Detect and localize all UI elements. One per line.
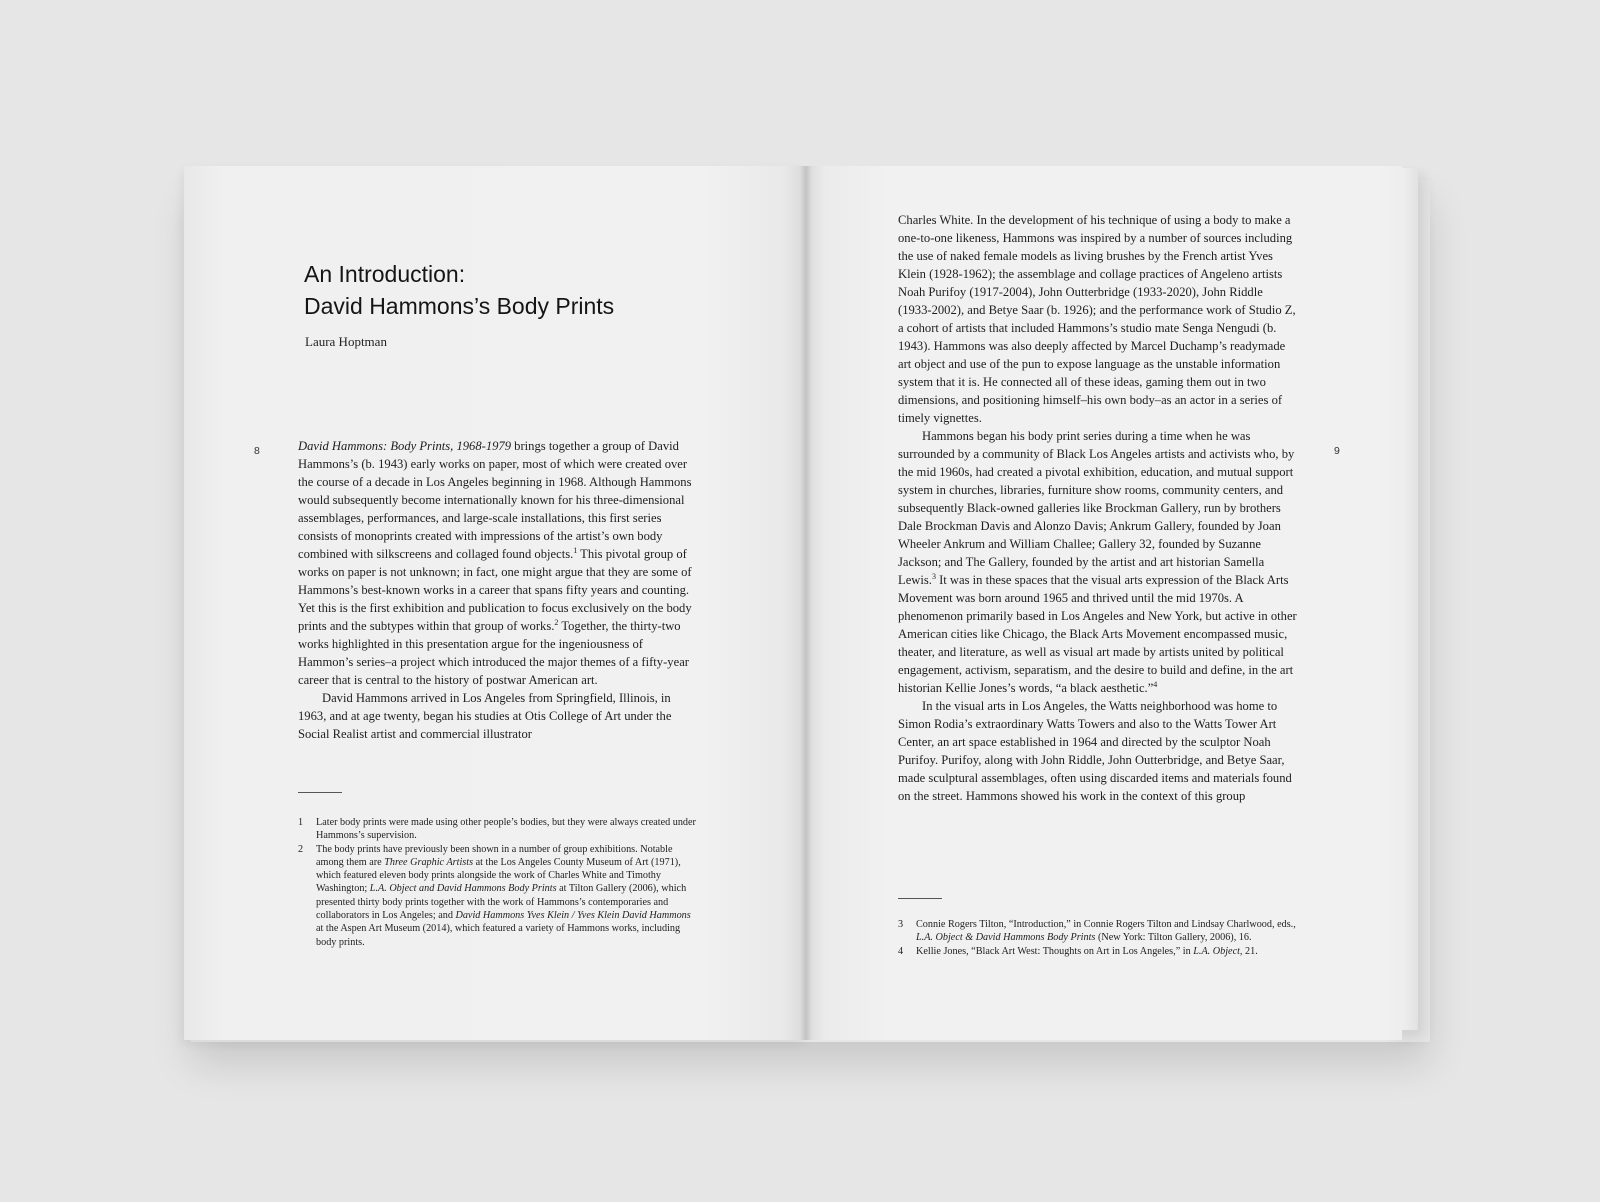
footnote-2-text-b: at the Los Angeles County Museum of Art (1971), which featured eleven body prints alongside the work of Charles White and Timothy Washington; [316, 856, 681, 895]
footnote-2-text-a: The body prints have previously been shown in a number of group exhibitions. Notable among them are [316, 843, 673, 868]
left-paragraph-2: David Hammons arrived in Los Angeles from Springfield, Illinois, in 1963, and at age twenty, began his studies at Otis College of Art under the Social Realist artist and commercial illustrator [298, 691, 672, 741]
left-paragraph-1-part-c: Together, the thirty-two works highlighted in this presentation argue for the ingeniousness of Hammon’s series–a project which introduced the major themes of a fifty-year career that is central to the history of postwar American art. [298, 619, 689, 687]
footnote-3-italic: L.A. Object & David Hammons Body Prints [916, 932, 1096, 944]
footnote-1 [298, 816, 696, 843]
chapter-title-line-2: David Hammons’s Body Prints [304, 293, 615, 319]
footnote-3-text-b: (New York: Tilton Gallery, 2006), 16. [1095, 932, 1252, 944]
footnote-2-number: 2 [298, 843, 304, 855]
chapter-title [304, 258, 614, 322]
footnote-2-italic-2: L.A. Object and David Hammons Body Prints [369, 883, 557, 895]
book-gutter [800, 166, 812, 1040]
footnote-2-text-c: at Tilton Gallery (2006), which presented thirty body prints together with the work of Hammons’s contemporaries and collaborators in Los Angeles; and [316, 883, 687, 922]
footnote-3-text-a: Connie Rogers Tilton, “Introduction,” in Connie Rogers Tilton and Lindsay Charlwood, eds., [916, 919, 1296, 930]
right-paragraph-1: Charles White. In the development of his technique of using a body to make a one-to-one likeness, Hammons was inspired by a number of sources including the use of naked female models as living brushes by the French artist Yves Klein (1928-1962); the assemblage and collage practices of Angeleno artists Noah Purifoy (1917-2004), John Outterbridge (1933-2020), John Riddle (1933-2002), and Betye Saar (b. 1926); and the performance work of Studio Z, a cohort of artists that included Hammons’s studio mate Senga Nengudi (b. 1943). Hammons was also deeply affected by Marcel Duchamp’s readymade art object and use of the pun to expose language as the unstable information system that it is. He connected all of these ideas, gaming them out in two dimensions, and positioning himself–his own body–as an actor in a series of timely vignettes. [898, 213, 1296, 425]
right-body-text [898, 211, 1298, 805]
right-paragraph-2-part-a: Hammons began his body print series during a time when he was surrounded by a community of Black Los Angeles artists and activists who, by the mid 1960s, had created a pivotal exhibition, education, and mutual support system in churches, libraries, furniture show rooms, community centers, and subsequently Black-owned galleries like Brockman Gallery, run by brothers Dale Brockman Davis and Alonzo Davis; Ankrum Gallery, founded by Joan Wheeler Ankrum and William Challee; Gallery 32, founded by Suzanne Jackson; and The Gallery, founded by the artist and art historian Samella Lewis. [898, 429, 1295, 587]
left-page [184, 166, 806, 1040]
right-paragraph-2 [898, 427, 1298, 697]
footnote-rule-left [298, 792, 342, 793]
footnotes-right [898, 918, 1298, 958]
footnote-4-text-b: , 21. [1239, 945, 1258, 957]
footnote-ref-3[interactable]: 3 [931, 571, 936, 581]
footnote-2-italic-3: David Hammons Yves Klein / Yves Klein David Hammons [455, 910, 691, 922]
footnote-2-text-d: at the Aspen Art Museum (2014), which featured a variety of Hammons works, including body prints. [316, 923, 681, 948]
footnote-4-text-a: Kellie Jones, “Black Art West: Thoughts on Art in Los Angeles,” in [916, 945, 1194, 957]
footnote-2 [298, 843, 696, 949]
footnote-ref-2[interactable]: 2 [554, 617, 559, 627]
footnote-ref-1[interactable]: 1 [573, 545, 578, 555]
footnote-2-italic-1: Three Graphic Artists [384, 856, 474, 868]
left-body-text [298, 437, 696, 743]
footnote-ref-4[interactable]: 4 [1153, 679, 1158, 689]
footnote-4-number: 4 [898, 945, 904, 957]
left-paragraph-1 [298, 437, 696, 689]
footnote-4-italic: L.A. Object [1193, 945, 1240, 957]
right-paragraph-3: In the visual arts in Los Angeles, the Watts neighborhood was home to Simon Rodia’s extraordinary Watts Towers and also to the Watts Tower Art Center, an art space established in 1964 and directed by the sculptor Noah Purifoy. Purifoy, along with John Riddle, John Outterbridge, and Betye Saar, made sculptural assemblages, often using discarded items and materials found on the street. Hammons showed his work in the context of this group [898, 699, 1292, 803]
footnote-1-number: 1 [298, 817, 304, 828]
right-paragraph-2-part-b: It was in these spaces that the visual arts expression of the Black Arts Movement was born around 1965 and thrived until the mid 1970s. A phenomenon primarily based in Los Angeles and New York, but active in other American cities like Chicago, the Black Arts Movement encompassed music, theater, and literature, as well as visual art made by artists united by political engagement, activism, separatism, and the desire to build and define, in the art historian Kellie Jones’s words, “a black aesthetic.” [898, 573, 1297, 695]
page-number-left: 8 [254, 445, 260, 457]
right-page [806, 166, 1402, 1040]
author-name: Laura Hoptman [305, 334, 387, 349]
left-paragraph-1-part-a: brings together a group of David Hammons’s (b. 1943) early works on paper, most of which were created over the course of a decade in Los Angeles beginning in 1968. Although Hammons would subsequently become internationally known for his three-dimensional assemblages, performances, and large-scale installations, this first series consists of monoprints created with impressions of the artist’s own body combined with silkscreens and collaged found objects. [298, 439, 692, 561]
chapter-title-line-1: An Introduction: [304, 261, 466, 287]
page-number-right: 9 [1334, 445, 1340, 457]
footnotes-left [298, 816, 696, 949]
book-title-italic: David Hammons: Body Prints, 1968-1979 [298, 439, 512, 453]
footnote-4 [898, 945, 1298, 958]
footnote-3-number: 3 [898, 919, 904, 930]
footnote-3 [898, 918, 1298, 945]
footnote-1-text: Later body prints were made using other people’s bodies, but they were always created under Hammons’s supervision. [316, 817, 696, 842]
footnote-rule-right [898, 898, 942, 899]
left-paragraph-1-part-b: This pivotal group of works on paper is not unknown; in fact, one might argue that they are some of Hammons’s best-known works in a career that spans fifty years and counting. Yet this is the first exhibition and publication to focus exclusively on the body prints and the subtypes within that group of works. [298, 547, 692, 633]
